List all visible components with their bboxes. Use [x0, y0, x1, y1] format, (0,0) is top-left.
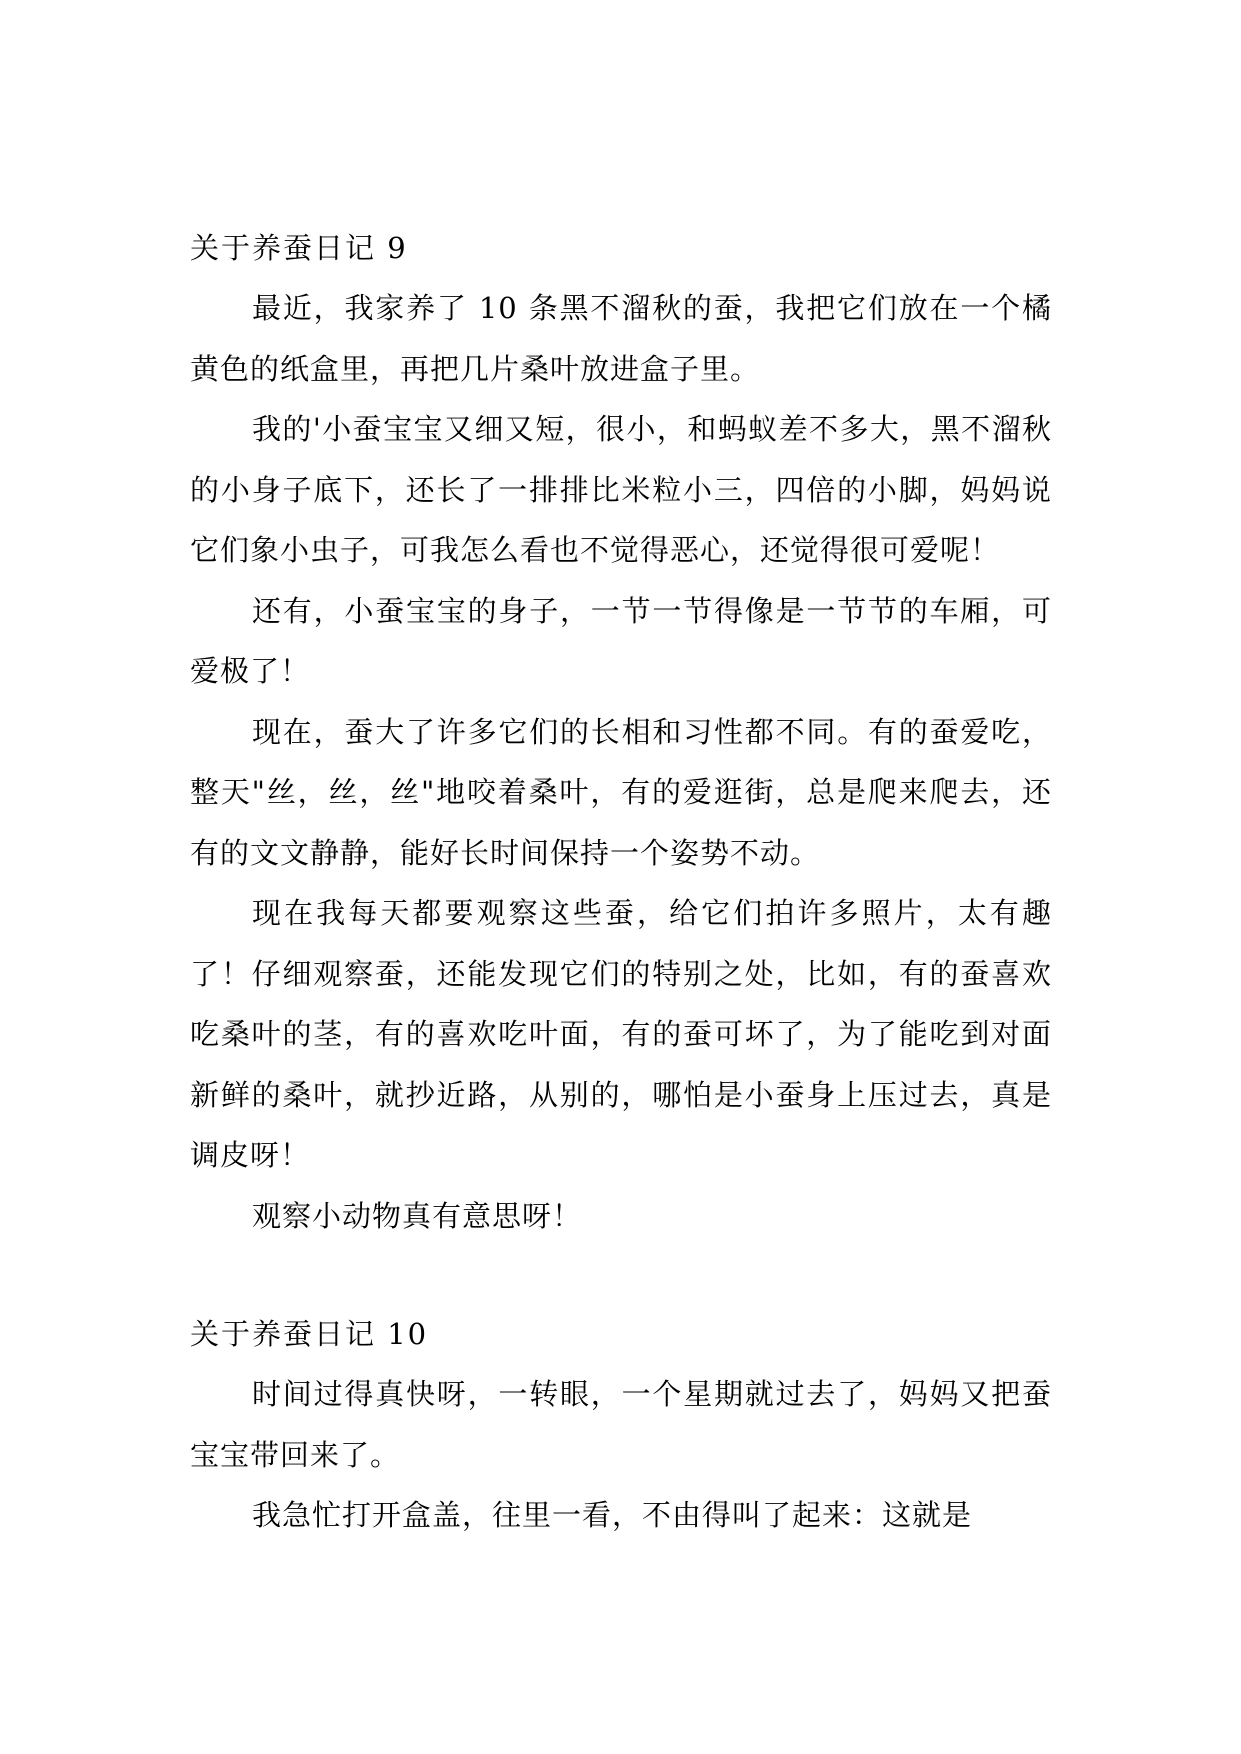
- entry-title: 关于养蚕日记 10: [190, 1317, 429, 1351]
- diary-entry-9: [190, 218, 1052, 1246]
- diary-entry-10: [190, 1304, 1052, 1546]
- paragraph: 观察小动物真有意思呀！: [252, 1198, 583, 1233]
- document-body: [190, 218, 1052, 1546]
- paragraph: 我的'小蚕宝宝又细又短，很小，和蚂蚁差不多大，黑不溜秋的小身子底下，还长了一排排比米粒小三，四倍的小脚，妈妈说它们象小虫子，可我怎么看也不觉得恶心，还觉得很可爱呢！: [190, 412, 1052, 567]
- paragraph: 时间过得真快呀，一转眼，一个星期就过去了，妈妈又把蚕宝宝带回来了。: [190, 1377, 1052, 1472]
- entry-spacer: [190, 1246, 1052, 1304]
- paragraph: 我急忙打开盒盖，往里一看，不由得叫了起来：这就是: [252, 1498, 973, 1532]
- paragraph: 现在我每天都要观察这些蚕，给它们拍许多照片，太有趣了！仔细观察蚕，还能发现它们的特别之处，比如，有的蚕喜欢吃桑叶的茎，有的喜欢吃叶面，有的蚕可坏了，为了能吃到对面新鲜的桑叶，就抄近路，从别的，哪怕是小蚕身上压过去，真是调皮呀！: [190, 896, 1052, 1172]
- paragraph: 现在，蚕大了许多它们的长相和习性都不同。有的蚕爱吃，整天"丝，丝，丝"地咬着桑叶，有的爱逛街，总是爬来爬去，还有的文文静静，能好长时间保持一个姿势不动。: [190, 714, 1052, 870]
- paragraph: 还有，小蚕宝宝的身子，一节一节得像是一节节的车厢，可爱极了！: [190, 593, 1052, 688]
- paragraph: 最近，我家养了 10 条黑不溜秋的蚕，我把它们放在一个橘黄色的纸盒里，再把几片桑叶放进盒子里。: [190, 291, 1052, 386]
- entry-title: 关于养蚕日记 9: [190, 231, 408, 265]
